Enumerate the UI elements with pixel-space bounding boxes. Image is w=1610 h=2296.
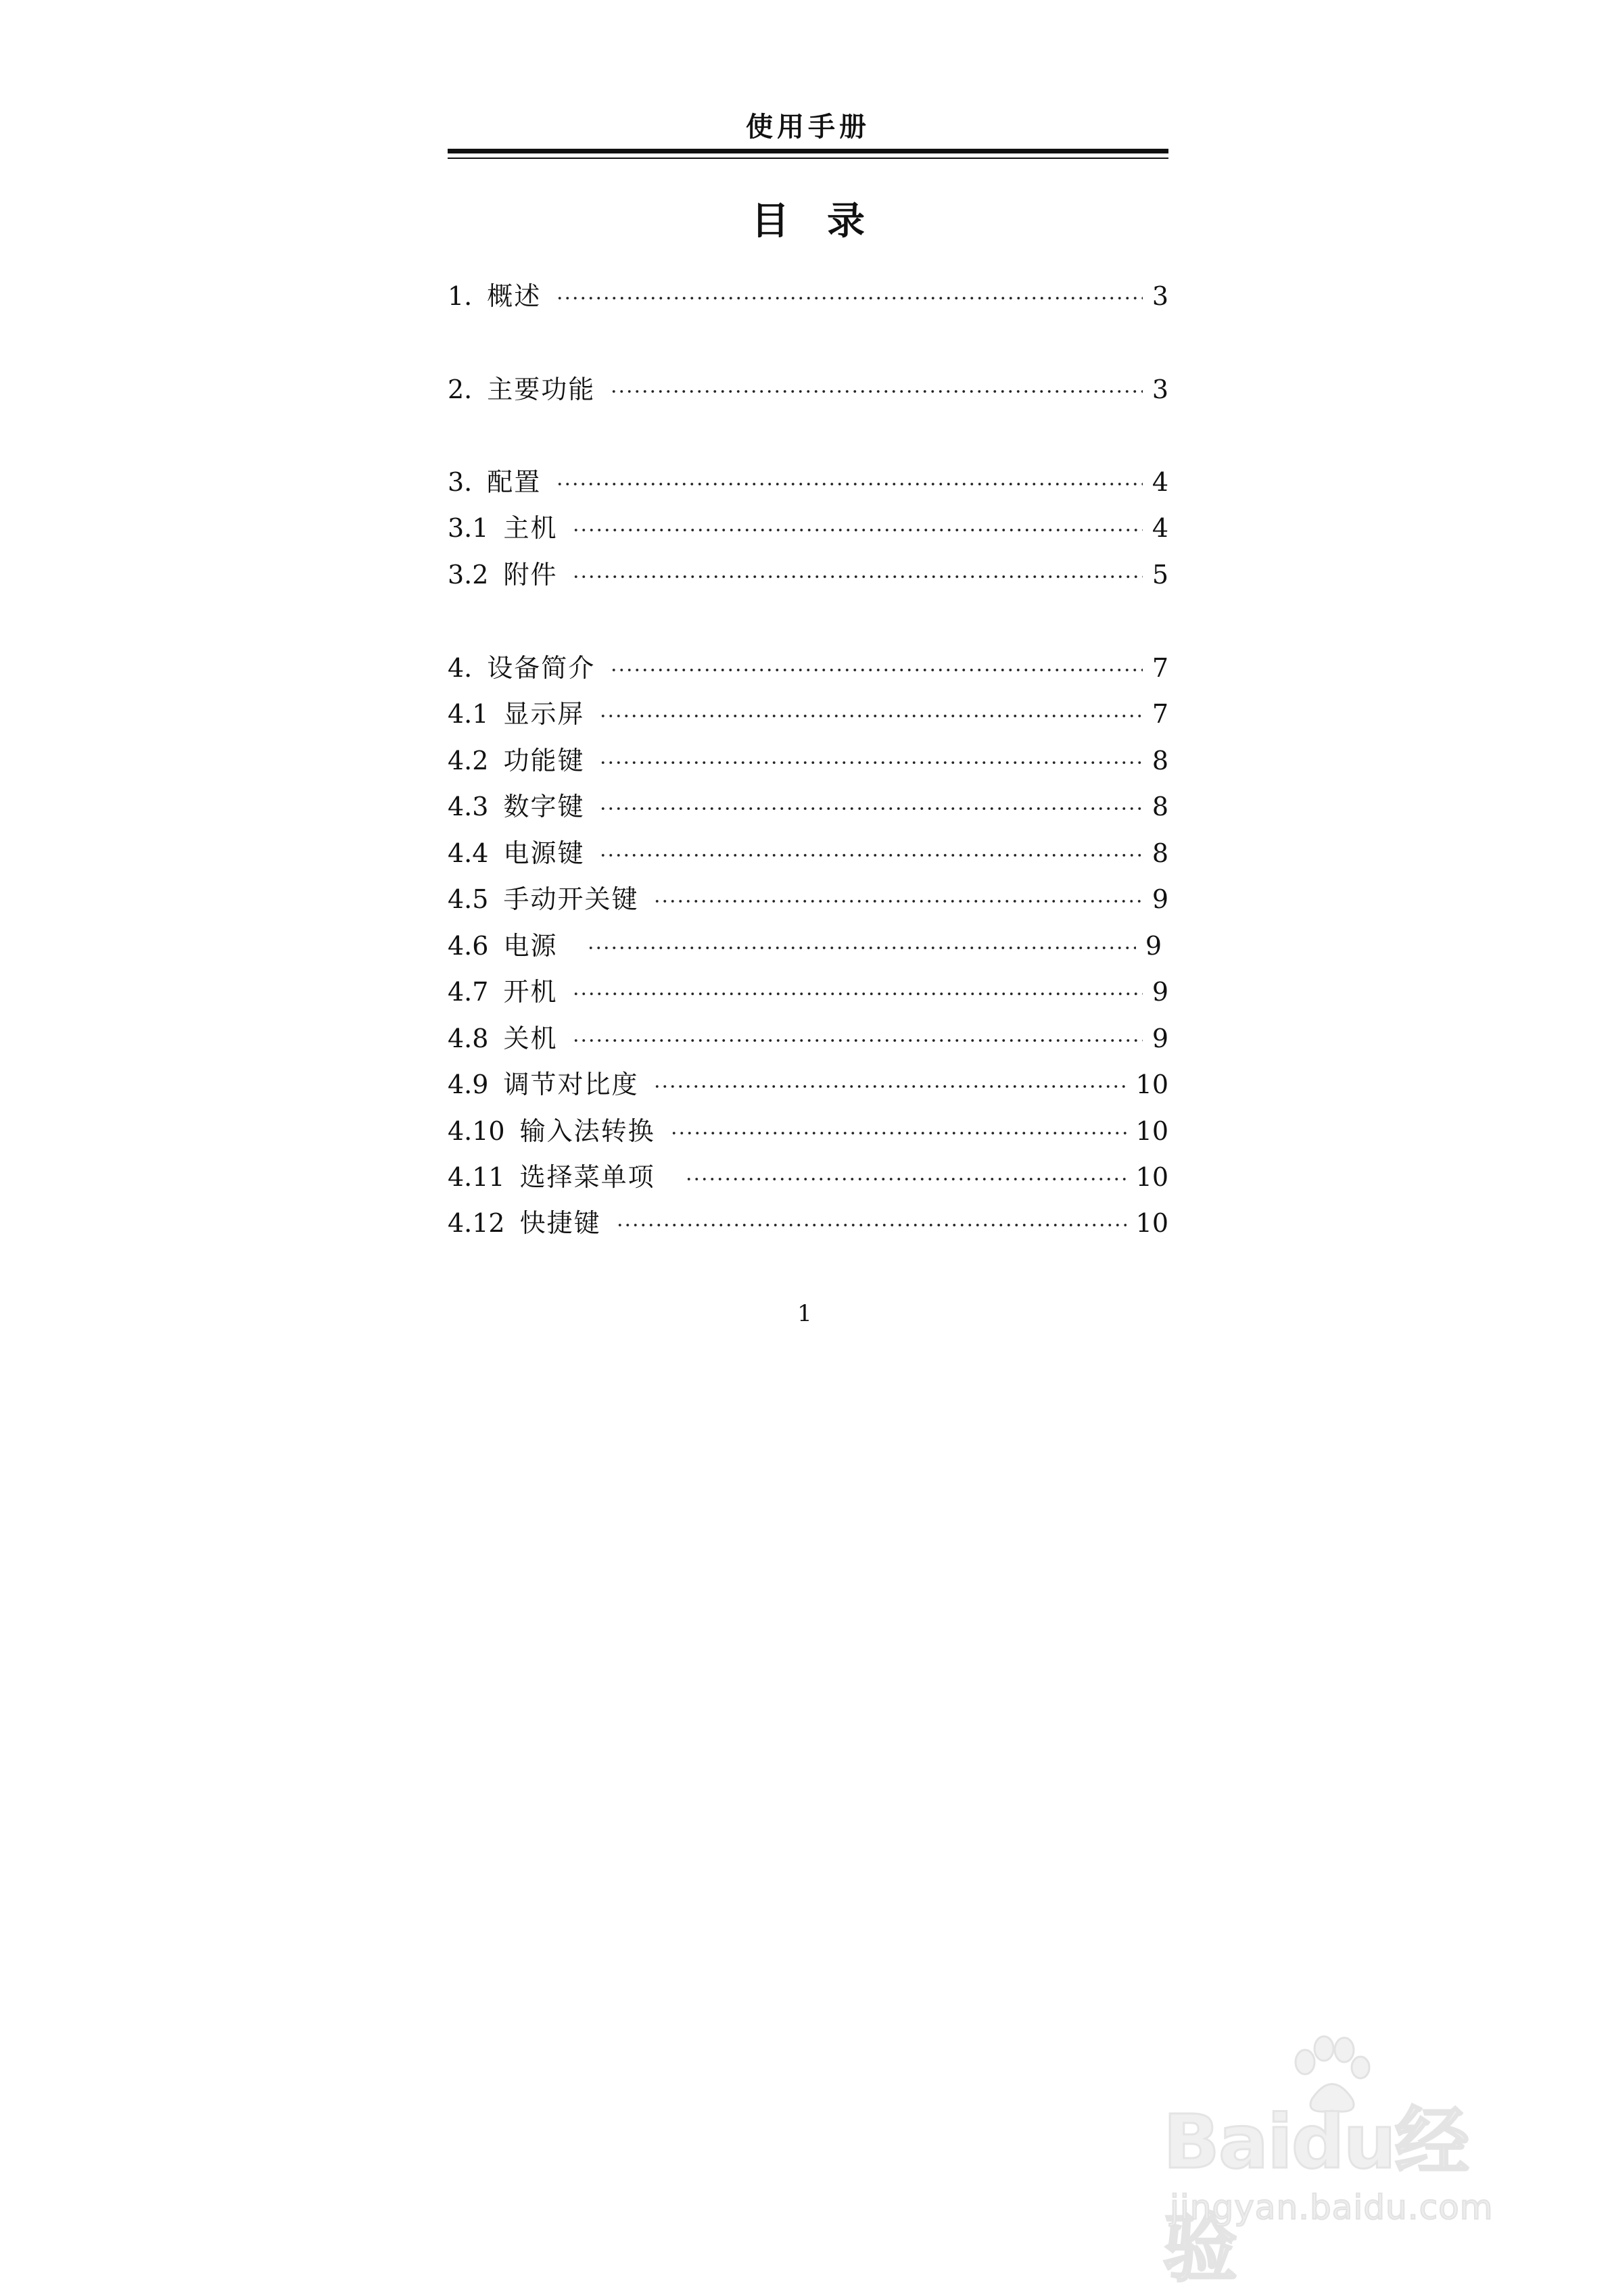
toc-entry bbox=[448, 509, 1168, 547]
toc-entry-page: 10 bbox=[1135, 1070, 1168, 1099]
toc-entry-page: 10 bbox=[1135, 1116, 1168, 1146]
toc-entry bbox=[448, 927, 1162, 965]
toc-entry-number: 4.12 bbox=[448, 1208, 505, 1238]
toc-entry-label: 设备简介 bbox=[487, 653, 596, 683]
toc-entry bbox=[448, 463, 1168, 501]
toc-entry-label: 功能键 bbox=[503, 746, 585, 775]
toc-entry-page: 9 bbox=[1152, 884, 1168, 914]
toc-entry-number: 3.1 bbox=[448, 513, 489, 543]
toc-entry-page: 10 bbox=[1135, 1162, 1168, 1192]
watermark-brand: Baidu经验 bbox=[1163, 2099, 1468, 2292]
toc-entry bbox=[448, 788, 1168, 826]
toc-entry bbox=[448, 277, 1168, 315]
toc-leader-dots bbox=[572, 1039, 1142, 1042]
toc-entry-label: 手动开关键 bbox=[503, 884, 639, 914]
toc-entry-number: 4.10 bbox=[448, 1116, 505, 1146]
toc-entry bbox=[448, 695, 1168, 733]
toc-leader-dots bbox=[599, 807, 1142, 810]
toc-entry-page: 9 bbox=[1152, 1024, 1168, 1053]
toc-entry-page: 4 bbox=[1152, 513, 1168, 543]
toc-entry bbox=[448, 370, 1168, 408]
toc-entry-number: 4.3 bbox=[448, 792, 489, 821]
toc-entry-label: 概述 bbox=[487, 281, 542, 311]
toc-entry-page: 8 bbox=[1152, 746, 1168, 775]
toc-leader-dots bbox=[599, 854, 1142, 857]
toc-entry-page: 10 bbox=[1135, 1208, 1168, 1238]
toc-entry bbox=[448, 742, 1168, 780]
toc-entry-label: 关机 bbox=[503, 1024, 558, 1053]
toc-entry-label: 主机 bbox=[503, 513, 558, 543]
toc-leader-dots bbox=[616, 1224, 1127, 1226]
toc-entry-number: 2. bbox=[448, 375, 473, 404]
toc-entry-number: 4.9 bbox=[448, 1070, 489, 1099]
toc-entry-number: 4. bbox=[448, 653, 473, 683]
toc-entry bbox=[448, 1158, 1168, 1196]
toc-entry bbox=[448, 1112, 1168, 1150]
toc-leader-dots bbox=[556, 483, 1143, 485]
toc-entry-label: 主要功能 bbox=[487, 375, 596, 404]
toc-leader-dots bbox=[685, 1178, 1127, 1180]
toc-entry-number: 4.2 bbox=[448, 746, 489, 775]
toc-entry-number: 4.7 bbox=[448, 977, 489, 1007]
toc-entry-page: 3 bbox=[1152, 375, 1168, 404]
toc-entry-page: 5 bbox=[1152, 560, 1168, 590]
toc-entry bbox=[448, 973, 1168, 1011]
toc-entry-number: 1. bbox=[448, 281, 473, 311]
toc-entry-label: 显示屏 bbox=[503, 699, 585, 729]
toc-entry-page: 4 bbox=[1152, 467, 1168, 497]
toc-leader-dots bbox=[670, 1132, 1127, 1134]
toc-leader-dots bbox=[599, 715, 1142, 717]
toc-entry-page: 9 bbox=[1145, 931, 1162, 961]
toc-entry-page: 7 bbox=[1152, 653, 1168, 683]
toc-entry-label: 输入法转换 bbox=[519, 1116, 655, 1146]
toc-entry-number: 4.4 bbox=[448, 838, 489, 868]
toc-entry-label: 电源 bbox=[503, 931, 558, 961]
toc-leader-dots bbox=[572, 575, 1142, 578]
toc-entry-number: 4.1 bbox=[448, 699, 489, 729]
toc-leader-dots bbox=[572, 992, 1142, 995]
toc-entry-number: 4.6 bbox=[448, 931, 489, 961]
toc-entry-label: 选择菜单项 bbox=[519, 1162, 655, 1192]
toc-entry-label: 附件 bbox=[503, 560, 558, 590]
toc-entry-number: 3.2 bbox=[448, 560, 489, 590]
toc-title: 目 录 bbox=[751, 199, 865, 243]
baidu-watermark bbox=[1143, 2035, 1521, 2292]
toc-entry bbox=[448, 834, 1168, 872]
toc-leader-dots bbox=[556, 297, 1143, 300]
page-number: 1 bbox=[797, 1300, 812, 1327]
toc-entry-number: 4.11 bbox=[448, 1162, 505, 1192]
toc-leader-dots bbox=[610, 669, 1143, 671]
watermark-url: jingyan.baidu.com bbox=[1170, 2188, 1494, 2227]
toc-entry-page: 8 bbox=[1152, 792, 1168, 821]
toc-entry bbox=[448, 880, 1168, 918]
toc-leader-dots bbox=[610, 390, 1143, 393]
toc-entry-label: 电源键 bbox=[503, 838, 585, 868]
page-header-title: 使用手册 bbox=[746, 111, 870, 143]
toc-leader-dots bbox=[572, 529, 1142, 531]
toc-entry bbox=[448, 556, 1168, 594]
toc-leader-dots bbox=[653, 900, 1142, 903]
toc-entry-label: 快捷键 bbox=[519, 1208, 601, 1238]
toc-entry-number: 3. bbox=[448, 467, 473, 497]
toc-entry bbox=[448, 649, 1168, 687]
toc-entry-label: 数字键 bbox=[503, 792, 585, 821]
toc-entry-page: 8 bbox=[1152, 838, 1168, 868]
toc-entry-number: 4.8 bbox=[448, 1024, 489, 1053]
toc-entry-label: 调节对比度 bbox=[503, 1070, 639, 1099]
toc-leader-dots bbox=[587, 947, 1135, 949]
toc-entry-page: 9 bbox=[1152, 977, 1168, 1007]
toc-entry bbox=[448, 1204, 1168, 1242]
toc-entry bbox=[448, 1066, 1168, 1103]
toc-leader-dots bbox=[599, 761, 1142, 764]
toc-leader-dots bbox=[653, 1085, 1126, 1088]
toc-entry-label: 配置 bbox=[487, 467, 542, 497]
toc-entry-page: 3 bbox=[1152, 281, 1168, 311]
toc-entry-number: 4.5 bbox=[448, 884, 489, 914]
toc-entry bbox=[448, 1020, 1168, 1057]
table-of-contents bbox=[448, 0, 1168, 2277]
toc-entry-page: 7 bbox=[1152, 699, 1168, 729]
toc-entry-label: 开机 bbox=[503, 977, 558, 1007]
